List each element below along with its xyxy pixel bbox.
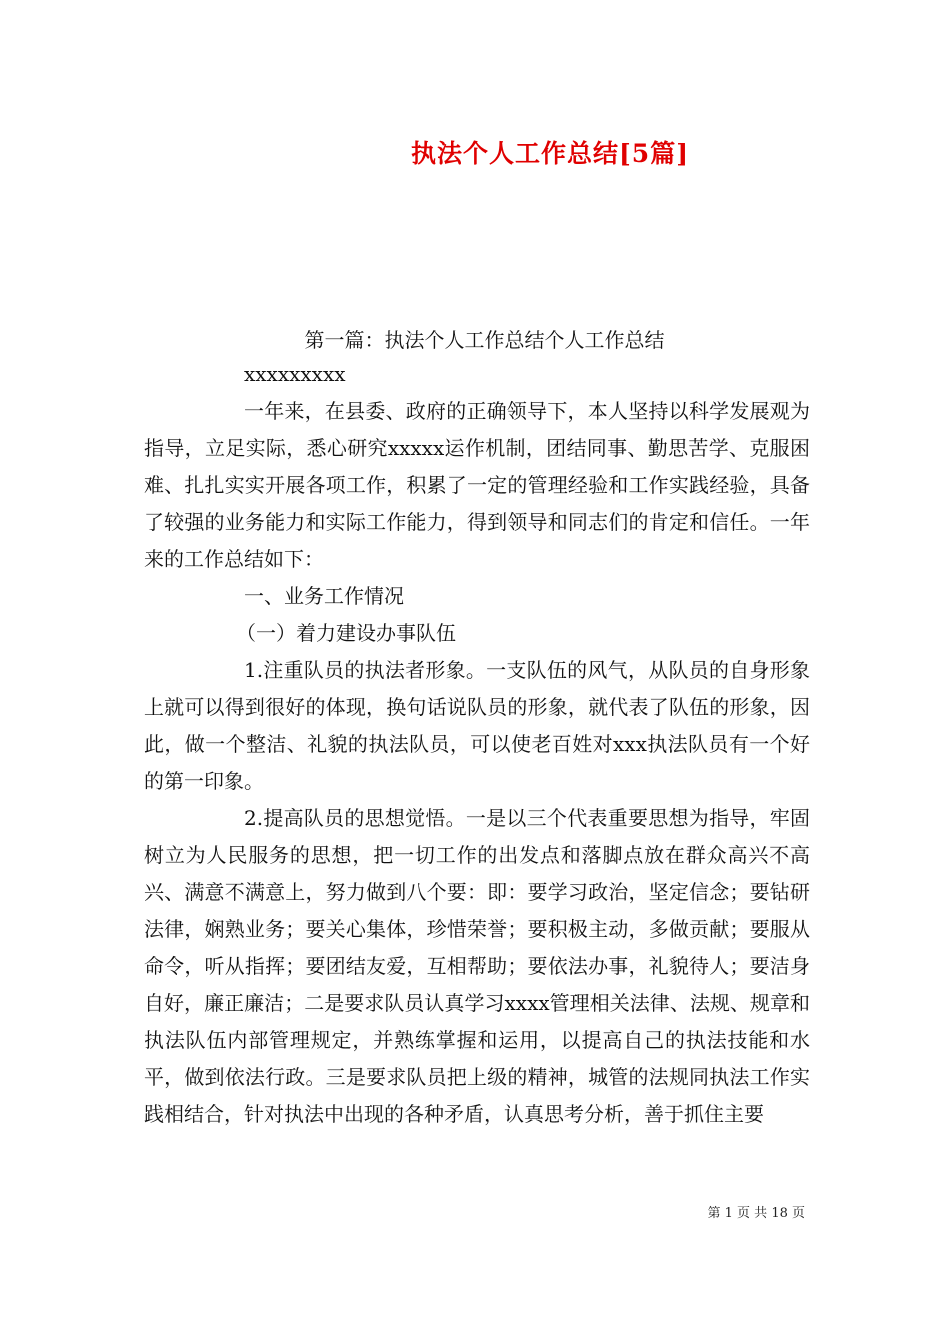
author-placeholder: xxxxxxxxx (244, 362, 346, 386)
section-title: 第一篇：执法个人工作总结个人工作总结 (304, 328, 665, 352)
paragraph-item-2: 2.提高队员的思想觉悟。一是以三个代表重要思想为指导，牢固树立为人民服务的思想，把一切工作的出发点和落脚点放在群众高兴不高兴、满意不满意上，努力做到八个要：即：要学习政治，坚定信念；要钻研法律，娴熟业务；要关心集体，珍惜荣誉；要积极主动，多做贡献；要服从命令，听从指挥；要团结友爱，互相帮助；要依法办事，礼貌待人；要洁身自好，廉正廉洁；二是要求队员认真学习xxxx管理相关法律、法规、规章和执法队伍内部管理规定，并熟练掌握和运用，以提高自己的执法技能和水平，做到依法行政。三是要求队员把上级的精神，城管的法规同执法工作实践相结合，针对执法中出现的各种矛盾，认真思考分析，善于抓住主要 (144, 806, 810, 1126)
heading-business-work: 一、业务工作情况 (244, 584, 404, 608)
document-title: 执法个人工作总结[5篇] (410, 139, 690, 168)
document-body (144, 322, 810, 1133)
subheading-team-building: （一）着力建设办事队伍 (236, 621, 456, 645)
paragraph-intro: 一年来，在县委、政府的正确领导下，本人坚持以科学发展观为指导，立足实际，悉心研究xxxxx运作机制，团结同事、勤思苦学、克服困难、扎扎实实开展各项工作，积累了一定的管理经验和工作实践经验，具备了较强的业务能力和实际工作能力，得到领导和同志们的肯定和信任。一年来的工作总结如下： (144, 399, 810, 571)
paragraph-item-1: 1.注重队员的执法者形象。一支队伍的风气，从队员的自身形象上就可以得到很好的体现，换句话说队员的形象，就代表了队伍的形象，因此，做一个整洁、礼貌的执法队员，可以使老百姓对xxx执法队员有一个好的第一印象。 (144, 658, 810, 793)
page-number-footer: 第 1 页 共 18 页 (707, 1206, 805, 1221)
